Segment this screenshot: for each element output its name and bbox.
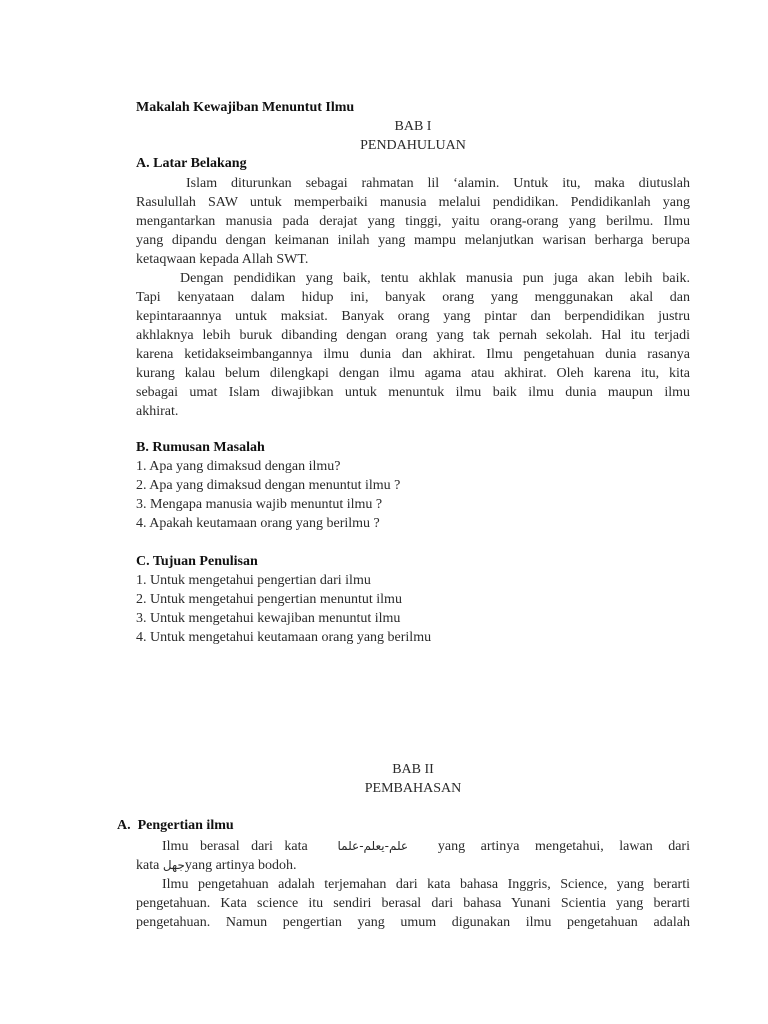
section-heading-rumusan: B. Rumusan Masalah — [136, 440, 265, 455]
list-item: 1. Apa yang dimaksud dengan ilmu? — [136, 459, 341, 474]
paragraph-line: ketaqwaan kepada Allah SWT. — [136, 252, 309, 267]
paragraph-line: Dengan pendidikan yang baik, tentu akhlak manusia pun juga akan lebih baik. — [180, 271, 690, 286]
paragraph-line: Ilmu pengetahuan adalah terjemahan dari kata bahasa Inggris, Science, yang berarti — [162, 877, 690, 892]
paragraph-line: pengetahuan. Namun pengertian yang umum digunakan ilmu pengetahuan adalah — [136, 915, 690, 930]
list-item: 3. Mengapa manusia wajib menuntut ilmu ? — [136, 497, 383, 512]
paragraph-line: karena ketidakseimbangannya ilmu dunia dan akhirat. Ilmu pengetahuan dunia rasanya — [136, 347, 690, 362]
chapter-label: BAB I — [394, 119, 432, 134]
paragraph-line: akhlaknya lebih buruk dibanding dengan orang yang tak pernah sekolah. Hal itu terjadi — [136, 328, 690, 343]
paragraph-line: Tapi kenyataan dalam hidup ini, banyak orang yang menggunakan akal dan — [136, 290, 690, 305]
text: Ilmu berasal dari kata — [162, 839, 308, 854]
paragraph-line: yang dipandu dengan keimanan inilah yang mampu melanjutkan warisan berharga berupa — [136, 233, 690, 248]
section-heading-pengertian: A. Pengertian ilmu — [117, 818, 234, 833]
paragraph-line: Rasulullah SAW untuk memperbaiki manusia melalui pendidikan. Pendidikanlah yang — [136, 195, 690, 210]
chapter-heading: PEMBAHASAN — [364, 781, 462, 796]
section-heading-latar: A. Latar Belakang — [136, 156, 247, 171]
list-item: 2. Untuk mengetahui pengertian menuntut ilmu — [136, 592, 402, 607]
list-item: 4. Untuk mengetahui keutamaan orang yang berilmu — [136, 630, 432, 645]
list-item: 1. Untuk mengetahui pengertian dari ilmu — [136, 573, 371, 588]
paragraph-line: Islam diturunkan sebagai rahmatan lil ‘alamin. Untuk itu, maka diutuslah — [186, 176, 690, 191]
paragraph-line: akhirat. — [136, 404, 179, 419]
paragraph-line — [136, 856, 690, 875]
list-item: 4. Apakah keutamaan orang yang berilmu ? — [136, 516, 380, 531]
paragraph-line: sebagai umat Islam diwajibkan untuk menuntuk ilmu baik ilmu dunia maupun ilmu — [136, 385, 690, 400]
paragraph-line: kurang kalau belum dilengkapi dengan ilmu agama atau akhirat. Oleh karena itu, kita — [136, 366, 690, 381]
text: yang artinya mengetahui, lawan dari — [437, 839, 690, 854]
chapter-label: BAB II — [392, 762, 434, 777]
document-title: Makalah Kewajiban Menuntut Ilmu — [136, 100, 355, 115]
arabic-text: جهل — [162, 858, 185, 872]
paragraph-line — [162, 837, 690, 856]
text: yang artinya bodoh. — [184, 858, 297, 873]
paragraph-line: kepintaraannya untuk maksiat. Banyak orang yang pintar dan berpendidikan justru — [136, 309, 690, 324]
arabic-text: علم-يعلم-علما — [337, 839, 409, 853]
section-heading-tujuan: C. Tujuan Penulisan — [136, 554, 258, 569]
paragraph-line: pengetahuan. Kata science itu sendiri berasal dari bahasa Yunani Scientia yang berarti — [136, 896, 690, 911]
list-item: 3. Untuk mengetahui kewajiban menuntut ilmu — [136, 611, 401, 626]
paragraph-line: mengantarkan manusia pada derajat yang tinggi, yaitu orang-orang yang berilmu. Ilmu — [136, 214, 690, 229]
chapter-heading: PENDAHULUAN — [360, 138, 466, 153]
list-item: 2. Apa yang dimaksud dengan menuntut ilmu ? — [136, 478, 401, 493]
text: kata — [136, 858, 160, 873]
